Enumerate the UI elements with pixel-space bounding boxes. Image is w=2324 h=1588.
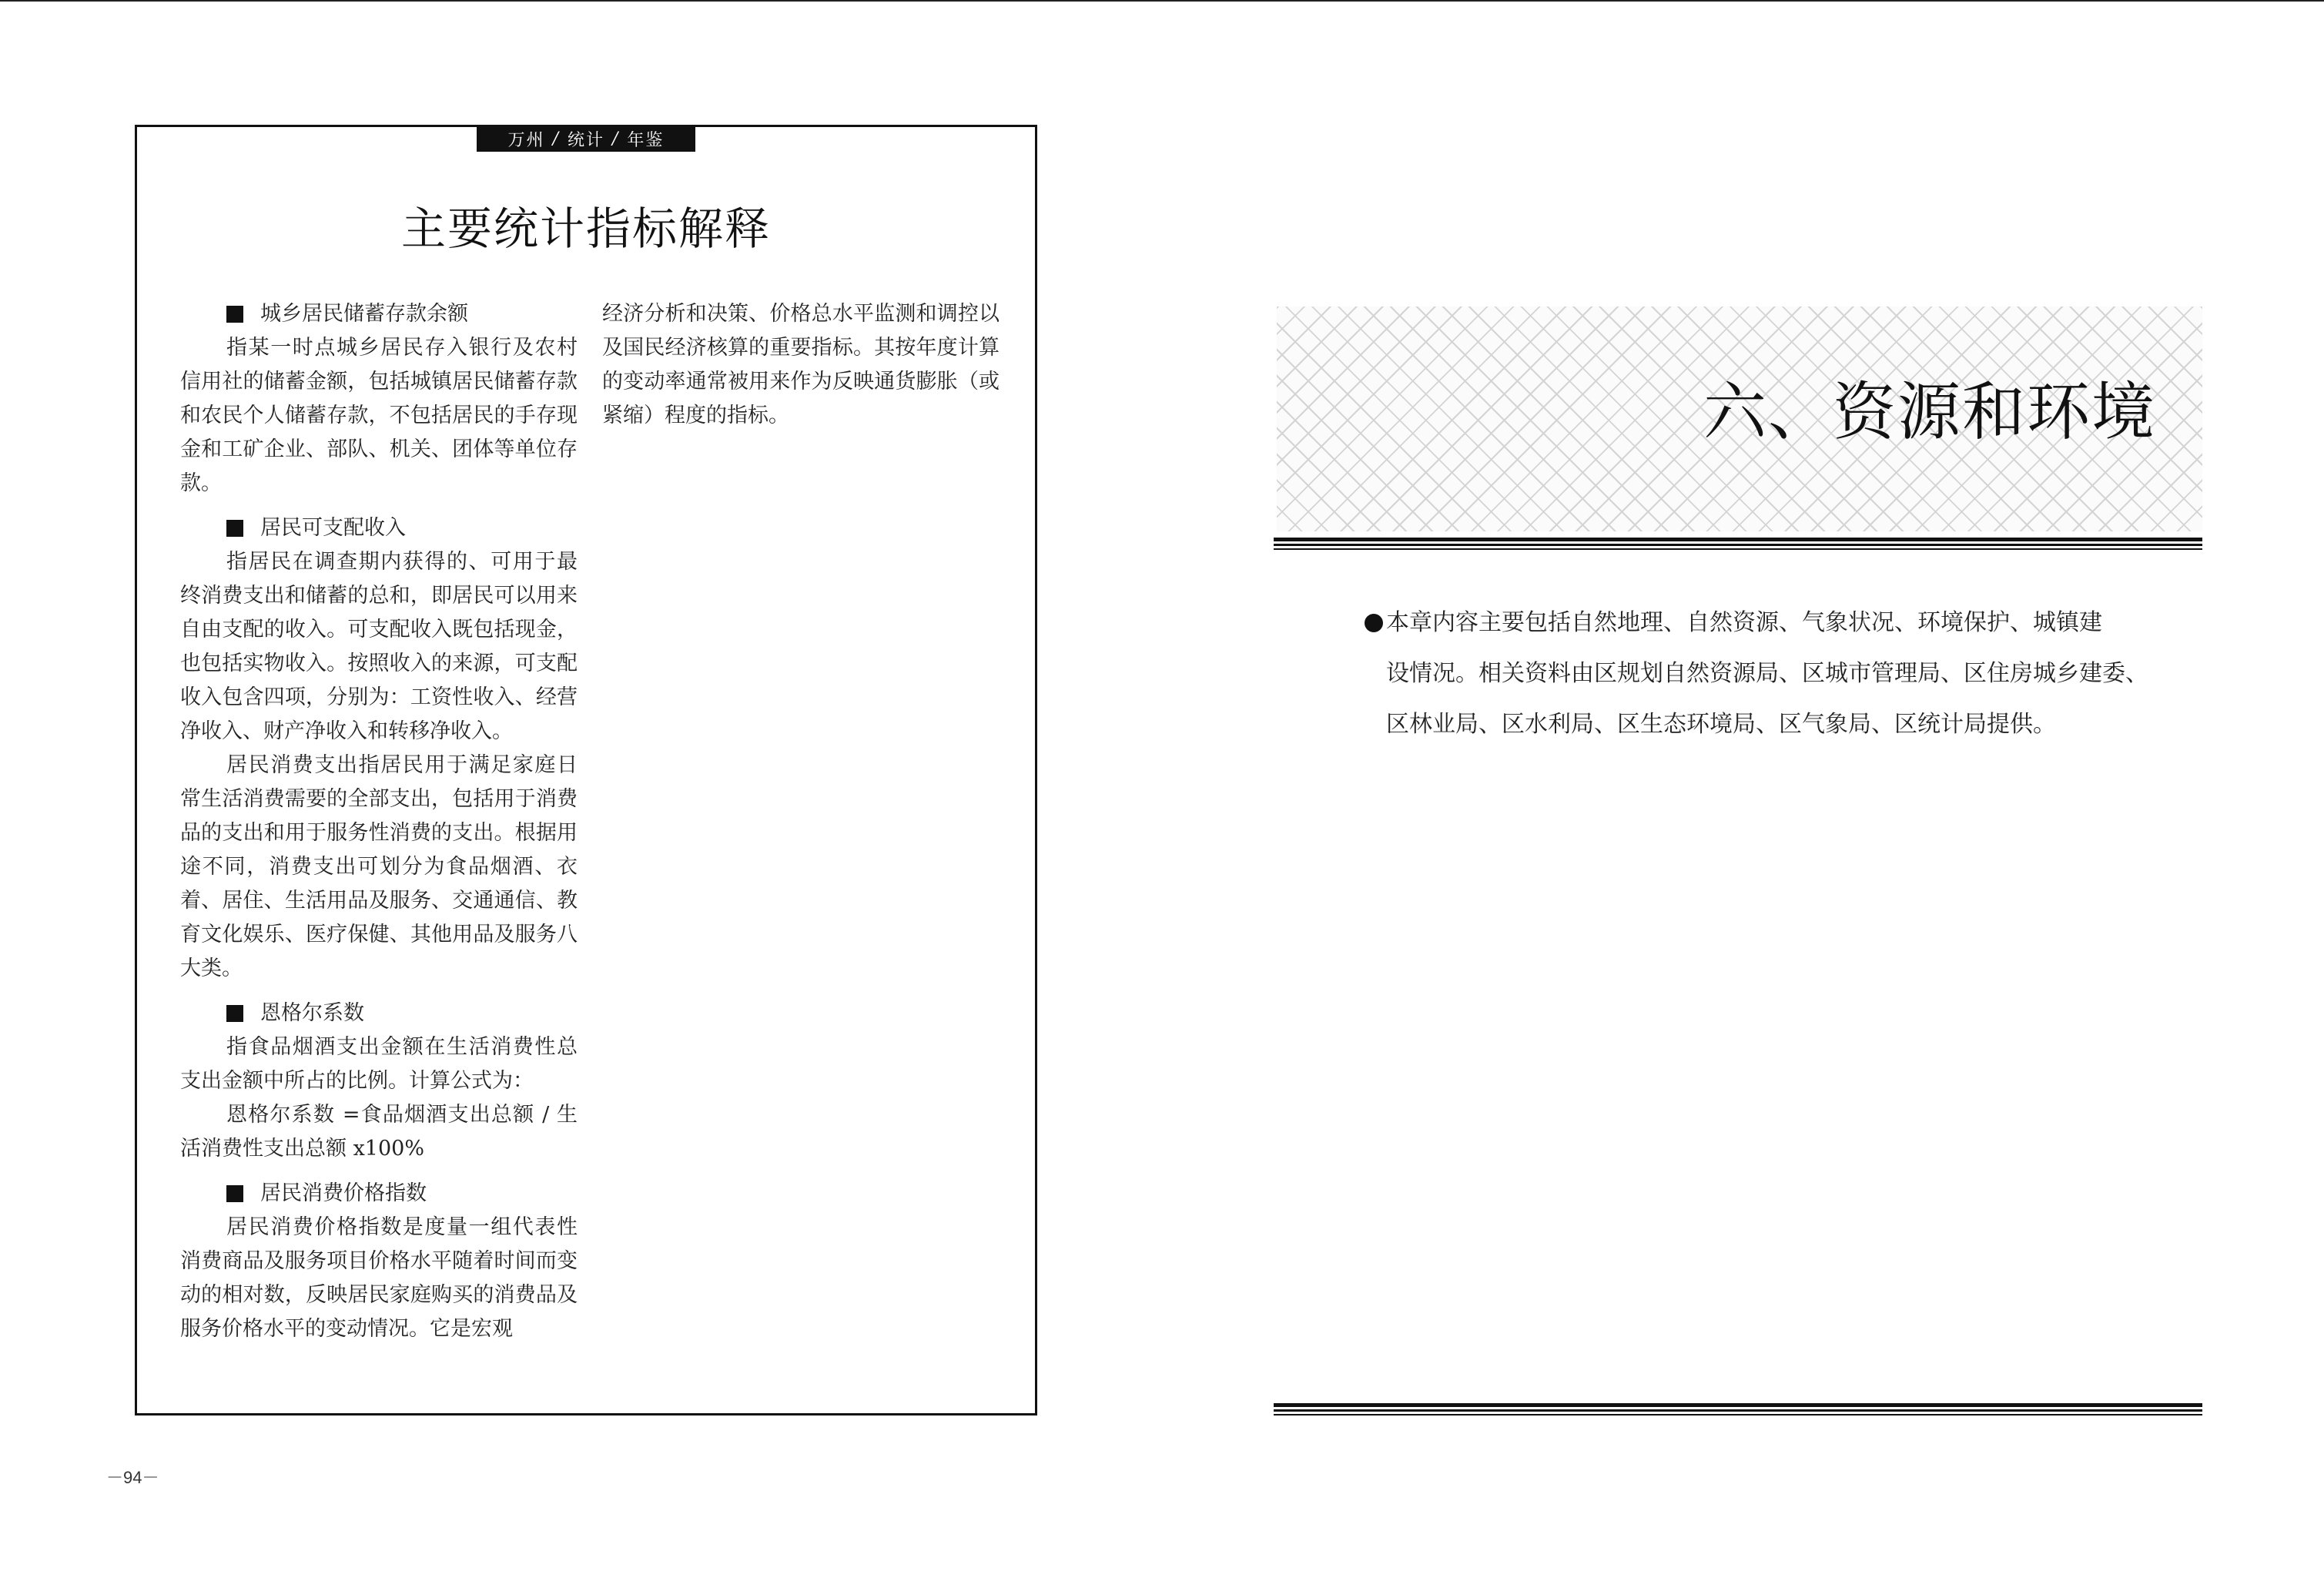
section-paragraph: 指某一时点城乡居民存入银行及农村信用社的储蓄金额，包括城镇居民储蓄存款和农民个人储蓄存款，不包括居民的手存现金和工矿企业、部队、机关、团体等单位存款。 [180, 336, 578, 495]
section-heading [180, 511, 578, 545]
section-paragraph: 居民消费支出指居民用于满足家庭日常生活消费需要的全部支出，包括用于消费品的支出和用于服务性消费的支出。根据用途不同，消费支出可划分为食品烟酒、衣着、居住、生活用品及服务、交通通信、教育文化娱乐、医疗保健、其他用品及服务八大类。 [180, 753, 578, 980]
yearbook-header-tab [477, 126, 695, 152]
chapter-intro [1365, 598, 2150, 750]
header-tab-part2: 统计 [567, 130, 604, 150]
section-paragraph: 指居民在调查期内获得的、可用于最终消费支出和储蓄的总和，即居民可以用来自由支配的收入。可支配收入既包括现金，也包括实物收入。按照收入的来源，可支配收入包含四项，分别为：工资性收入、经营净收入、财产净收入和转移净收入。 [180, 550, 578, 743]
section-paragraph: 指食品烟酒支出金额在生活消费性总支出金额中所占的比例。计算公式为： [180, 1035, 578, 1093]
section-heading-text: 城乡居民储蓄存款余额 [260, 302, 468, 326]
section-heading [180, 1177, 578, 1211]
square-bullet-icon [226, 520, 243, 537]
chapter-top-rule [1274, 538, 2202, 550]
section-heading [180, 297, 578, 331]
chapter-intro-line: 本章内容主要包括自然地理、自然资源、气象状况、环境保护、城镇建 [1386, 609, 2102, 636]
right-text-column [602, 297, 1000, 433]
top-edge-rule [0, 0, 2324, 2]
section-heading-text: 恩格尔系数 [260, 1001, 364, 1025]
header-tab-separator: / [612, 129, 620, 149]
header-tab-part3: 年鉴 [627, 130, 665, 150]
chapter-bottom-rule [1274, 1403, 2202, 1415]
square-bullet-icon [226, 1005, 243, 1022]
round-bullet-icon [1365, 614, 1383, 632]
chapter-title: 六、资源和环境 [1703, 376, 2156, 449]
section-heading-text: 居民消费价格指数 [260, 1181, 427, 1205]
square-bullet-icon [226, 306, 243, 323]
page-number: －94－ [106, 1468, 159, 1487]
formula-paragraph: 恩格尔系数 =食品烟酒支出总额 / 生活消费性支出总额 x100% [180, 1103, 578, 1161]
header-tab-part1: 万州 [507, 130, 545, 150]
page-title: 主要统计指标解释 [400, 203, 771, 255]
chapter-intro-line: 设情况。相关资料由区规划自然资源局、区城市管理局、区住房城乡建委、 [1386, 660, 2148, 687]
header-tab-separator: / [552, 129, 560, 149]
square-bullet-icon [226, 1185, 243, 1202]
section-heading-text: 居民可支配收入 [260, 516, 406, 540]
section-paragraph: 居民消费价格指数是度量一组代表性消费商品及服务项目价格水平随着时间而变动的相对数，反映居民家庭购买的消费品及服务价格水平的变动情况。它是宏观 [180, 1215, 578, 1341]
section-heading [180, 997, 578, 1030]
chapter-intro-line: 区林业局、区水利局、区生态环境局、区气象局、区统计局提供。 [1386, 711, 2056, 738]
left-text-column [180, 297, 578, 1346]
continued-paragraph: 经济分析和决策、价格总水平监测和调控以及国民经济核算的重要指标。其按年度计算的变动率通常被用来作为反映通货膨胀（或紧缩）程度的指标。 [602, 302, 1000, 427]
